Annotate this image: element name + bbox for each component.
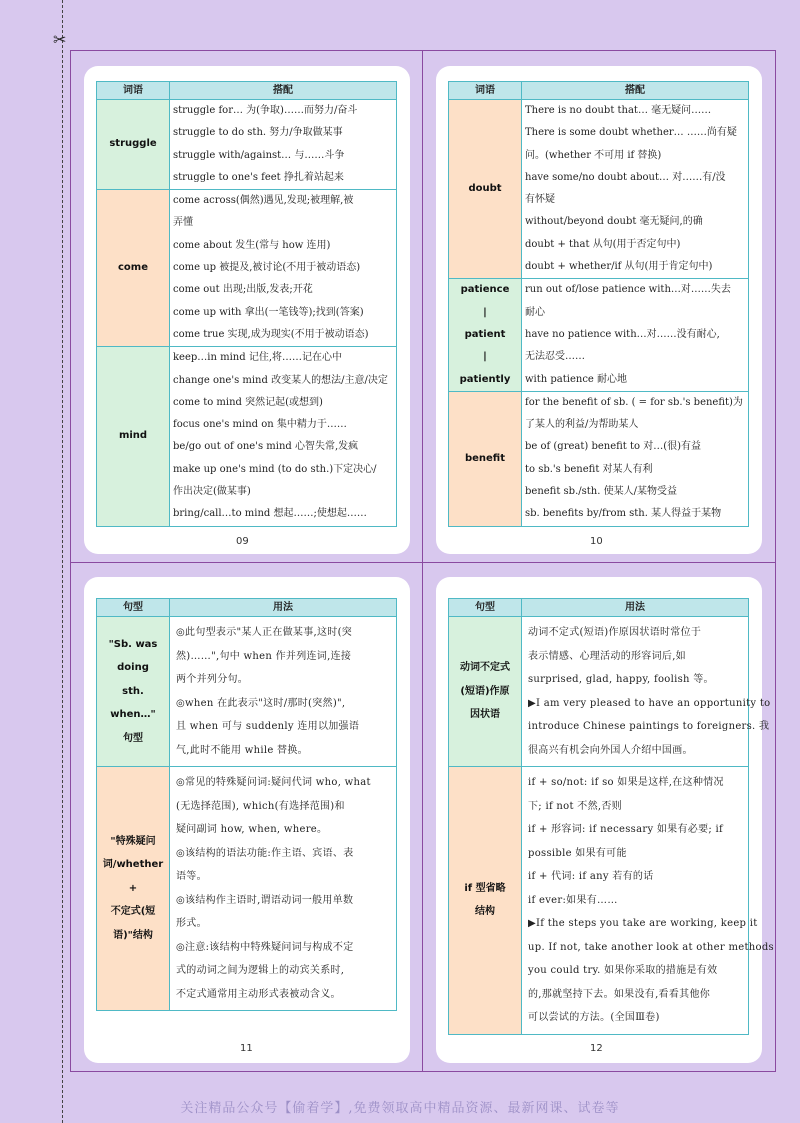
text-line: if + so/not: if so 如果是这样,在这种情况 xyxy=(528,777,724,788)
text-line: 很高兴有机会向外国人介绍中国画。 xyxy=(528,744,693,756)
usage-cell xyxy=(522,100,749,279)
text-line: if + 代词: if any 若有的话 xyxy=(528,871,654,882)
text-line: 疑问副词 how, when, where。 xyxy=(176,824,328,835)
text-line: without/beyond doubt 毫无疑问,的确 xyxy=(525,216,703,228)
text-line: 了某人的利益/为帮助某人 xyxy=(525,419,639,431)
text-line: you could try. 如果你采取的措施是有效 xyxy=(528,965,718,976)
text-line: doubt + whether/if 从句(用于肯定句中) xyxy=(525,261,713,273)
column-header: 搭配 xyxy=(170,82,397,100)
text-line: struggle to do sth. 努力/争取做某事 xyxy=(173,127,343,139)
text-line: have no patience with…对……没有耐心, xyxy=(525,328,720,340)
text-line: if ever:如果有…… xyxy=(528,894,618,906)
page-number: 11 xyxy=(240,1043,253,1054)
sentence-pattern-table xyxy=(96,598,397,1011)
text-line: doubt + that 从句(用于否定句中) xyxy=(525,238,681,250)
text-line: ◎该结构的语法功能:作主语、宾语、表 xyxy=(176,847,354,859)
text-line: keep…in mind 记住,将……记在心中 xyxy=(173,352,342,364)
text-line: if + 形容词: if necessary 如果有必要; if xyxy=(528,824,724,835)
usage-cell xyxy=(522,617,771,767)
text-line: be/go out of one's mind 心智失常,发疯 xyxy=(173,441,359,453)
text-line: 表示情感、心理活动的形容词后,如 xyxy=(528,650,686,662)
text-line: make up one's mind (to do sth.)下定决心/ xyxy=(173,463,377,475)
term-cell: benefit xyxy=(449,391,522,526)
card-page-09 xyxy=(84,66,410,554)
usage-cell xyxy=(170,100,397,190)
term-cell: 动词不定式 (短语)作原 因状语 xyxy=(449,617,522,767)
table-row xyxy=(449,100,749,279)
text-line: surprised, glad, happy, foolish 等。 xyxy=(528,674,714,685)
table-row xyxy=(449,767,749,1035)
text-line: bring/call…to mind 想起……;使想起…… xyxy=(173,508,367,520)
text-line: focus one's mind on 集中精力于…… xyxy=(173,419,347,431)
table-row xyxy=(97,100,397,190)
usage-cell xyxy=(170,767,397,1011)
text-line: possible 如果有可能 xyxy=(528,847,627,859)
text-line: have some/no doubt about… 对……有/没 xyxy=(525,171,726,183)
sentence-pattern-table xyxy=(448,598,774,1035)
text-line: come up 被提及,被讨论(不用于被动语态) xyxy=(173,262,361,274)
text-line: 下; if not 不然,否则 xyxy=(528,800,622,812)
text-line: up. If not, take another look at other methods xyxy=(528,941,774,953)
text-line: 语等。 xyxy=(176,871,207,882)
text-line: 可以尝试的方法。(全国Ⅲ卷) xyxy=(528,1012,660,1023)
usage-cell xyxy=(170,617,397,767)
usage-cell xyxy=(522,767,774,1035)
text-line: be of (great) benefit to 对…(很)有益 xyxy=(525,441,702,453)
text-line: ◎注意:该结构中特殊疑问词与构成不定 xyxy=(176,941,354,953)
table-row xyxy=(97,617,397,767)
text-line: come true 实现,成为现实(不用于被动语态) xyxy=(173,328,369,340)
card-page-11 xyxy=(84,577,410,1063)
scissors-icon: ✂ xyxy=(53,30,67,49)
column-header: 词语 xyxy=(97,82,170,100)
text-line: 问。(whether 不可用 if 替换) xyxy=(525,149,662,161)
text-line: introduce Chinese paintings to foreigners. 我 xyxy=(528,721,770,732)
text-line: 作出决定(做某事) xyxy=(173,486,251,498)
text-line: 有怀疑 xyxy=(525,194,555,206)
text-line: with patience 耐心地 xyxy=(525,373,628,385)
vocab-table xyxy=(448,81,749,527)
text-line: 然)……",句中 when 作并列连词,连接 xyxy=(176,650,352,662)
text-line: 形式。 xyxy=(176,918,207,929)
cut-line xyxy=(62,0,63,1123)
vertical-divider xyxy=(422,50,423,1072)
column-header: 用法 xyxy=(522,599,749,617)
text-line: come to mind 突然记起(或想到) xyxy=(173,396,323,408)
horizontal-divider xyxy=(70,562,776,563)
table-row xyxy=(97,767,397,1011)
table-row xyxy=(97,347,397,526)
usage-cell xyxy=(522,391,749,526)
card-page-12 xyxy=(436,577,774,1063)
column-header: 句型 xyxy=(97,599,170,617)
text-line: struggle with/against… 与……斗争 xyxy=(173,149,345,161)
text-line: sb. benefits by/from sth. 某人得益于某物 xyxy=(525,508,722,520)
text-line: There is some doubt whether… ……尚有疑 xyxy=(525,127,737,139)
text-line: for the benefit of sb. ( = for sb.'s benefit)为 xyxy=(525,396,743,408)
term-cell: "Sb. was doing sth. when…" 句型 xyxy=(97,617,170,767)
term-cell: "特殊疑问 词/whether + 不定式(短 语)"结构 xyxy=(97,767,170,1011)
text-line: run out of/lose patience with…对……失去 xyxy=(525,284,731,296)
text-line: 弄懂 xyxy=(173,217,193,229)
text-line: 的,那就坚持下去。如果没有,看看其他你 xyxy=(528,988,711,1000)
text-line: ▶If the steps you take are working, keep it xyxy=(528,918,758,929)
text-line: to sb.'s benefit 对某人有利 xyxy=(525,463,653,475)
term-cell: doubt xyxy=(449,100,522,279)
term-cell: if 型省略 结构 xyxy=(449,767,522,1035)
term-cell: mind xyxy=(97,347,170,526)
text-line: 两个并列分句。 xyxy=(176,674,249,685)
text-line: ◎该结构作主语时,谓语动词一般用单数 xyxy=(176,894,354,906)
usage-cell xyxy=(170,347,397,526)
card-page-10 xyxy=(436,66,762,554)
vocab-table xyxy=(96,81,397,527)
text-line: 耐心 xyxy=(525,306,545,318)
page-number: 12 xyxy=(590,1043,603,1054)
column-header: 搭配 xyxy=(522,82,749,100)
page-number: 09 xyxy=(236,536,249,547)
text-line: ▶I am very pleased to have an opportunity to xyxy=(528,697,771,709)
usage-cell xyxy=(170,190,397,347)
text-line: 不定式通常用主动形式表被动含义。 xyxy=(176,988,341,1000)
text-line: struggle to one's feet 挣扎着站起来 xyxy=(173,171,344,183)
watermark-text: 关注精品公众号【偷着学】,免费领取高中精品资源、最新网课、试卷等 xyxy=(180,1101,620,1116)
text-line: struggle for… 为(争取)……而努力/奋斗 xyxy=(173,105,358,116)
page-number: 10 xyxy=(590,536,603,547)
text-line: ◎常见的特殊疑问词:疑问代词 who, what xyxy=(176,777,371,788)
usage-cell xyxy=(522,279,749,391)
text-line: ◎when 在此表示"这时/那时(突然)", xyxy=(176,697,346,709)
table-row xyxy=(449,391,749,526)
text-line: 无法忍受…… xyxy=(525,351,585,363)
column-header: 用法 xyxy=(170,599,397,617)
term-cell: struggle xyxy=(97,100,170,190)
text-line: 且 when 可与 suddenly 连用以加强语 xyxy=(176,721,360,732)
term-cell: come xyxy=(97,190,170,347)
term-cell: patience | patient | patiently xyxy=(449,279,522,391)
text-line: 式的动词之间为逻辑上的动宾关系时, xyxy=(176,965,345,976)
text-line: come up with 拿出(一笔钱等);找到(答案) xyxy=(173,306,364,318)
table-row xyxy=(449,279,749,391)
table-row xyxy=(449,617,749,767)
text-line: come about 发生(常与 how 连用) xyxy=(173,239,331,251)
text-line: ◎此句型表示"某人正在做某事,这时(突 xyxy=(176,627,353,638)
text-line: change one's mind 改变某人的想法/主意/决定 xyxy=(173,374,388,386)
table-row xyxy=(97,190,397,347)
text-line: (无选择范围), which(有选择范围)和 xyxy=(176,800,345,812)
text-line: benefit sb./sth. 使某人/某物受益 xyxy=(525,486,677,498)
text-line: 气,此时不能用 while 替换。 xyxy=(176,744,308,756)
text-line: come across(偶然)遇见,发现;被理解,被 xyxy=(173,195,354,207)
text-line: 动词不定式(短语)作原因状语时常位于 xyxy=(528,627,702,638)
column-header: 句型 xyxy=(449,599,522,617)
column-header: 词语 xyxy=(449,82,522,100)
text-line: come out 出现;出版,发表;开花 xyxy=(173,284,313,296)
text-line: There is no doubt that… 毫无疑问…… xyxy=(525,105,712,116)
